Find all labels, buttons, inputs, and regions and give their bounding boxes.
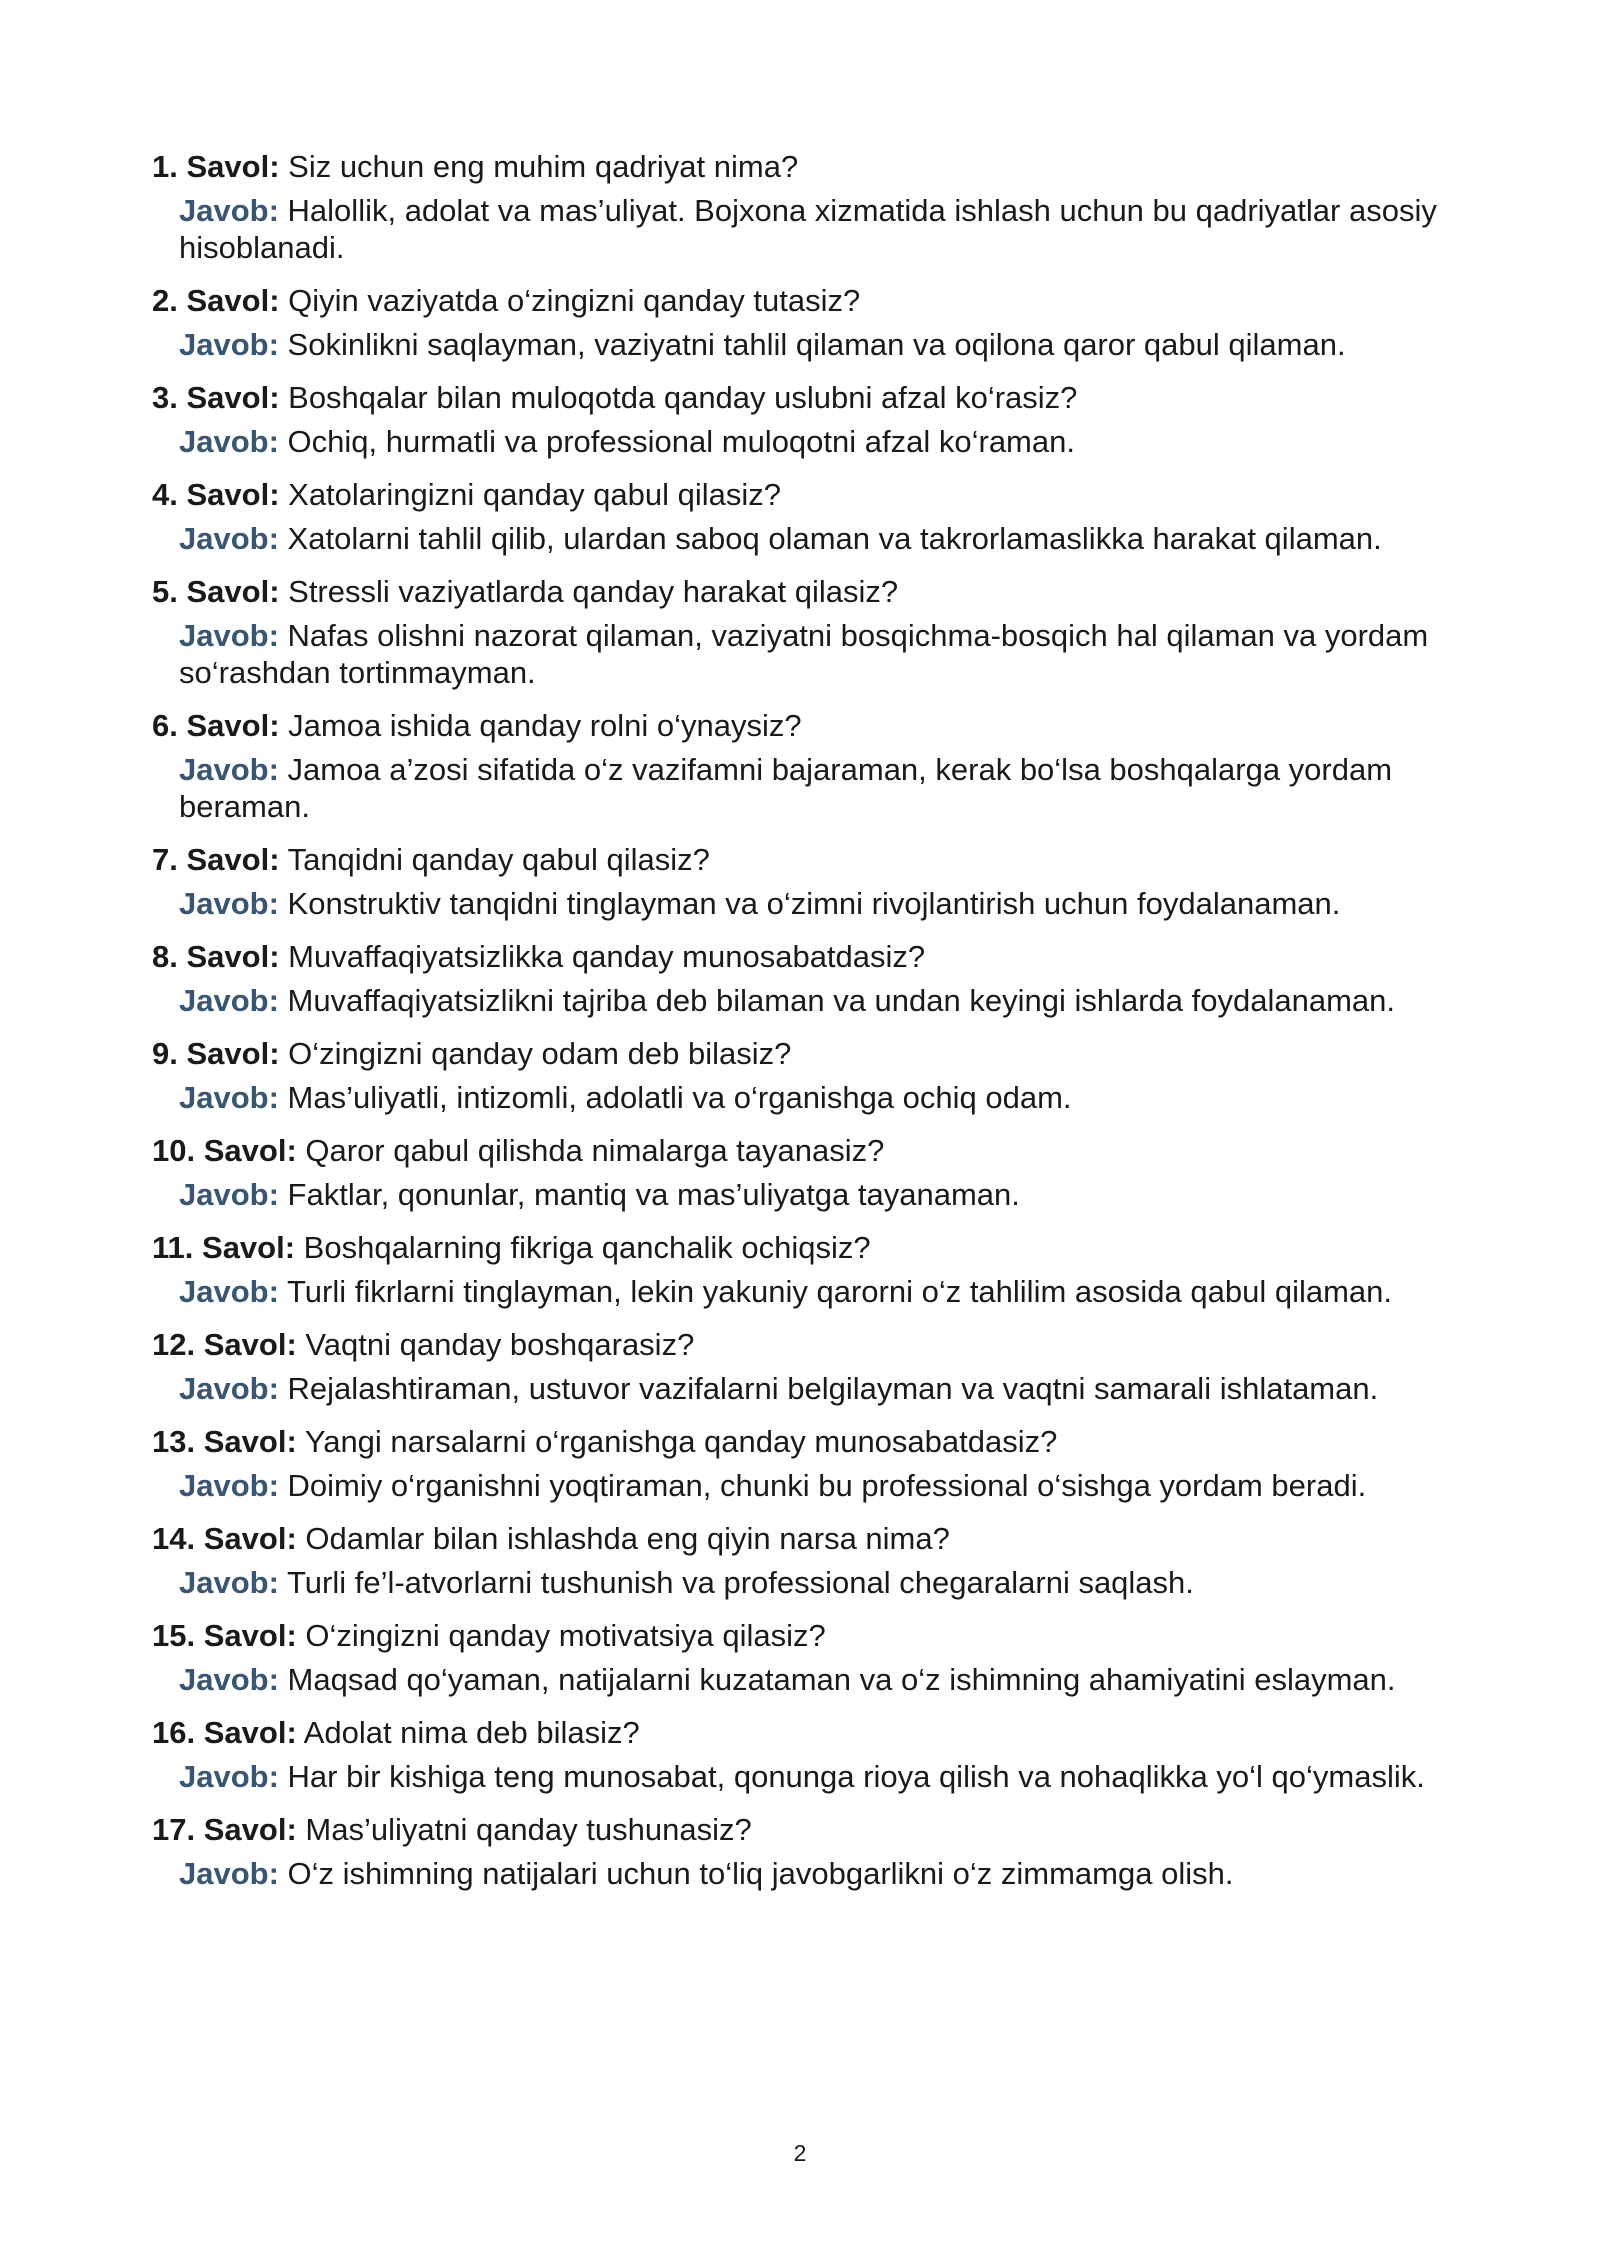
qa-item xyxy=(152,1714,1452,1795)
qa-item xyxy=(152,282,1452,363)
answer-line xyxy=(179,751,1452,825)
question-text: Stressli vaziyatlarda qanday harakat qilasiz? xyxy=(288,574,899,609)
question-text: O‘zingizni qanday motivatsiya qilasiz? xyxy=(305,1618,826,1653)
question-text: Vaqtni qanday boshqarasiz? xyxy=(305,1327,695,1362)
answer-text: Xatolarni tahlil qilib, ulardan saboq olaman va takrorlamaslikka harakat qilaman. xyxy=(287,521,1382,556)
qa-item xyxy=(152,148,1452,266)
answer-text: Doimiy o‘rganishni yoqtiraman, chunki bu professional o‘sishga yordam beradi. xyxy=(287,1468,1367,1503)
answer-label: Javob: xyxy=(179,1856,279,1891)
question-label: Savol: xyxy=(186,477,280,512)
question-number: 6. xyxy=(152,708,178,743)
qa-item xyxy=(152,1423,1452,1504)
answer-label: Javob: xyxy=(179,1468,279,1503)
answer-label: Javob: xyxy=(179,1080,279,1115)
answer-line xyxy=(179,1079,1452,1116)
answer-label: Javob: xyxy=(179,1371,279,1406)
answer-line xyxy=(179,1467,1452,1504)
question-number: 13. xyxy=(152,1424,196,1459)
question-number: 15. xyxy=(152,1618,196,1653)
answer-text: Mas’uliyatli, intizomli, adolatli va o‘rganishga ochiq odam. xyxy=(287,1080,1072,1115)
question-text: Mas’uliyatni qanday tushunasiz? xyxy=(305,1812,752,1847)
question-label: Savol: xyxy=(203,1521,297,1556)
qa-item xyxy=(152,573,1452,691)
answer-line xyxy=(179,1661,1452,1698)
qa-item xyxy=(152,1520,1452,1601)
question-label: Savol: xyxy=(186,842,280,877)
answer-label: Javob: xyxy=(179,1274,279,1309)
qa-item xyxy=(152,841,1452,922)
answer-text: Faktlar, qonunlar, mantiq va mas’uliyatga tayanaman. xyxy=(287,1177,1020,1212)
answer-label: Javob: xyxy=(179,424,279,459)
question-text: Yangi narsalarni o‘rganishga qanday munosabatdasiz? xyxy=(304,1424,1058,1459)
answer-text: Ochiq, hurmatli va professional muloqotni afzal ko‘raman. xyxy=(287,424,1075,459)
answer-label: Javob: xyxy=(179,618,279,653)
question-label: Savol: xyxy=(203,1327,297,1362)
answer-label: Javob: xyxy=(179,983,279,1018)
qa-item xyxy=(152,1811,1452,1892)
question-line xyxy=(152,476,1452,514)
question-label: Savol: xyxy=(186,149,280,184)
answer-text: Maqsad qo‘yaman, natijalarni kuzataman va o‘z ishimning ahamiyatini eslayman. xyxy=(287,1662,1396,1697)
question-label: Savol: xyxy=(186,283,280,318)
question-label: Savol: xyxy=(203,1812,297,1847)
question-line xyxy=(152,1229,1452,1267)
question-text: Qaror qabul qilishda nimalarga tayanasiz? xyxy=(305,1133,885,1168)
question-text: O‘zingizni qanday odam deb bilasiz? xyxy=(288,1036,792,1071)
question-number: 12. xyxy=(152,1327,196,1362)
question-number: 1. xyxy=(152,149,178,184)
answer-text: Jamoa a’zosi sifatida o‘z vazifamni bajaraman, kerak bo‘lsa boshqalarga yordam beraman. xyxy=(179,752,1393,824)
qa-item xyxy=(152,707,1452,825)
question-number: 3. xyxy=(152,380,178,415)
question-line xyxy=(152,379,1452,417)
answer-label: Javob: xyxy=(179,1662,279,1697)
answer-label: Javob: xyxy=(179,521,279,556)
question-label: Savol: xyxy=(203,1618,297,1653)
question-answer-list xyxy=(152,148,1452,1908)
qa-item xyxy=(152,1326,1452,1407)
answer-text: Muvaffaqiyatsizlikni tajriba deb bilaman va undan keyingi ishlarda foydalanaman. xyxy=(287,983,1396,1018)
answer-line xyxy=(179,617,1452,691)
question-line xyxy=(152,1520,1452,1558)
answer-text: O‘z ishimning natijalari uchun to‘liq javobgarlikni o‘z zimmamga olish. xyxy=(287,1856,1234,1891)
answer-line xyxy=(179,1273,1452,1310)
question-line xyxy=(152,938,1452,976)
question-number: 2. xyxy=(152,283,178,318)
answer-line xyxy=(179,1370,1452,1407)
answer-text: Nafas olishni nazorat qilaman, vaziyatni bosqichma-bosqich hal qilaman va yordam so‘rashdan tortinmayman. xyxy=(179,618,1429,690)
question-number: 17. xyxy=(152,1812,196,1847)
question-number: 9. xyxy=(152,1036,178,1071)
question-line xyxy=(152,1326,1452,1364)
question-label: Savol: xyxy=(203,1424,297,1459)
question-label: Savol: xyxy=(186,1036,280,1071)
question-line xyxy=(152,707,1452,745)
question-label: Savol: xyxy=(186,708,280,743)
question-line xyxy=(152,1811,1452,1849)
answer-text: Turli fikrlarni tinglayman, lekin yakuniy qarorni o‘z tahlilim asosida qabul qilaman. xyxy=(286,1274,1392,1309)
answer-line xyxy=(179,982,1452,1019)
answer-line xyxy=(179,1176,1452,1213)
answer-line xyxy=(179,423,1452,460)
answer-label: Javob: xyxy=(179,1759,279,1794)
question-line xyxy=(152,1132,1452,1170)
qa-item xyxy=(152,1132,1452,1213)
answer-line xyxy=(179,1855,1452,1892)
question-number: 11. xyxy=(152,1230,194,1265)
answer-label: Javob: xyxy=(179,193,279,228)
answer-line xyxy=(179,1758,1452,1795)
question-text: Adolat nima deb bilasiz? xyxy=(303,1715,640,1750)
question-number: 4. xyxy=(152,477,178,512)
answer-line xyxy=(179,192,1452,266)
answer-text: Rejalashtiraman, ustuvor vazifalarni belgilayman va vaqtni samarali ishlataman. xyxy=(287,1371,1379,1406)
question-number: 14. xyxy=(152,1521,196,1556)
question-text: Tanqidni qanday qabul qilasiz? xyxy=(287,842,710,877)
answer-label: Javob: xyxy=(179,327,279,362)
question-text: Muvaffaqiyatsizlikka qanday munosabatdasiz? xyxy=(288,939,926,974)
question-text: Boshqalarning fikriga qanchalik ochiqsiz? xyxy=(303,1230,871,1265)
qa-item xyxy=(152,1229,1452,1310)
qa-item xyxy=(152,1617,1452,1698)
answer-label: Javob: xyxy=(179,752,279,787)
answer-line xyxy=(179,1564,1452,1601)
question-number: 8. xyxy=(152,939,178,974)
question-line xyxy=(152,573,1452,611)
question-line xyxy=(152,282,1452,320)
qa-item xyxy=(152,1035,1452,1116)
answer-line xyxy=(179,520,1452,557)
answer-line xyxy=(179,326,1452,363)
qa-item xyxy=(152,938,1452,1019)
question-text: Jamoa ishida qanday rolni o‘ynaysiz? xyxy=(288,708,802,743)
question-label: Savol: xyxy=(203,1133,297,1168)
question-label: Savol: xyxy=(186,574,280,609)
qa-item xyxy=(152,476,1452,557)
question-number: 16. xyxy=(152,1715,196,1750)
question-number: 5. xyxy=(152,574,178,609)
question-text: Siz uchun eng muhim qadriyat nima? xyxy=(288,149,799,184)
answer-label: Javob: xyxy=(179,1177,279,1212)
question-line xyxy=(152,1423,1452,1461)
answer-label: Javob: xyxy=(179,886,279,921)
page-number: 2 xyxy=(793,2140,807,2166)
question-text: Odamlar bilan ishlashda eng qiyin narsa nima? xyxy=(305,1521,950,1556)
answer-label: Javob: xyxy=(179,1565,279,1600)
question-line xyxy=(152,1035,1452,1073)
question-label: Savol: xyxy=(186,939,280,974)
question-text: Boshqalar bilan muloqotda qanday uslubni afzal ko‘rasiz? xyxy=(288,380,1078,415)
question-label: Savol: xyxy=(203,1715,297,1750)
question-label: Savol: xyxy=(186,380,280,415)
question-line xyxy=(152,148,1452,186)
answer-line xyxy=(179,885,1452,922)
question-text: Qiyin vaziyatda o‘zingizni qanday tutasiz? xyxy=(288,283,861,318)
answer-text: Konstruktiv tanqidni tinglayman va o‘zimni rivojlantirish uchun foydalanaman. xyxy=(287,886,1341,921)
answer-text: Sokinlikni saqlayman, vaziyatni tahlil qilaman va oqilona qaror qabul qilaman. xyxy=(287,327,1346,362)
question-line xyxy=(152,1617,1452,1655)
answer-text: Halollik, adolat va mas’uliyat. Bojxona xizmatida ishlash uchun bu qadriyatlar asosiy hisoblanadi. xyxy=(179,193,1437,265)
answer-text: Turli fe’l-atvorlarni tushunish va professional chegaralarni saqlash. xyxy=(286,1565,1194,1600)
answer-text: Har bir kishiga teng munosabat, qonunga rioya qilish va nohaqlikka yo‘l qo‘ymaslik. xyxy=(287,1759,1425,1794)
question-text: Xatolaringizni qanday qabul qilasiz? xyxy=(288,477,782,512)
question-label: Savol: xyxy=(202,1230,296,1265)
question-line xyxy=(152,1714,1452,1752)
qa-item xyxy=(152,379,1452,460)
question-number: 10. xyxy=(152,1133,196,1168)
question-number: 7. xyxy=(152,842,178,877)
question-line xyxy=(152,841,1452,879)
